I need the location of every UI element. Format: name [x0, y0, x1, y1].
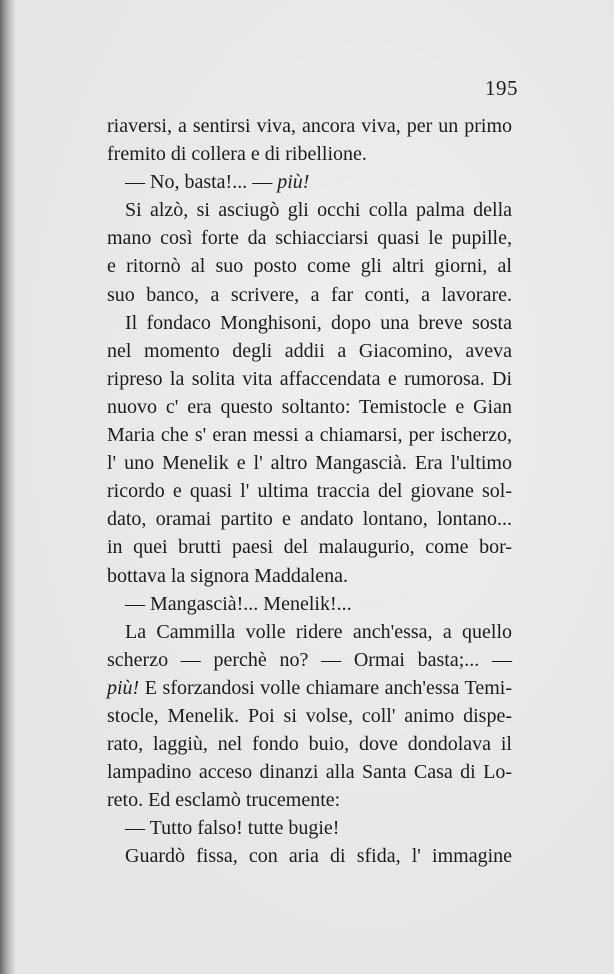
text-line: [107, 814, 512, 842]
text-line: [107, 252, 512, 280]
text-line: [107, 365, 512, 393]
text-line: [107, 281, 512, 309]
text-line: [107, 224, 512, 252]
text-line: [107, 674, 512, 702]
text-line: [107, 337, 512, 365]
text-line: [107, 505, 512, 533]
line-text: mano così forte da schiacciarsi quasi le pupille,: [107, 227, 512, 250]
text-line: [107, 449, 512, 477]
page-number: 195: [485, 76, 518, 100]
line-text: nel momento degli addii a Giacomino, aveva: [107, 339, 512, 362]
line-text: — No, basta!... —: [125, 171, 278, 194]
line-text: bottava la signora Maddalena.: [107, 564, 349, 587]
text-line: [107, 842, 512, 870]
line-text: La Cammilla volle ridere anch'essa, a quello: [125, 620, 512, 643]
italic-text: più!: [277, 171, 310, 194]
text-line: [107, 393, 512, 421]
line-text: Maria che s' eran messi a chiamarsi, per ischerzo,: [107, 424, 512, 447]
line-text: E sforzandosi volle chiamare anch'essa Temi-: [139, 676, 512, 699]
text-line: [107, 196, 512, 224]
text-line: [107, 618, 512, 646]
text-line: [107, 646, 512, 674]
line-text: ripreso la solita vita affaccendata e rumorosa. Di: [107, 367, 512, 390]
line-text: e ritornò al suo posto come gli altri giorni, al: [107, 255, 512, 278]
line-text: ricordo e quasi l' ultima traccia del giovane sol-: [107, 480, 512, 503]
text-line: [107, 168, 512, 196]
line-text: riaversi, a sentirsi viva, ancora viva, per un primo: [107, 115, 512, 137]
text-line: [107, 533, 512, 561]
binding-shadow: [0, 0, 16, 974]
line-text: Guardò fissa, con aria di sfida, l' immagine: [125, 845, 512, 868]
body-text: [107, 112, 512, 871]
line-text: in quei brutti paesi del malaugurio, come bor-: [107, 536, 512, 559]
text-line: [107, 421, 512, 449]
line-text: — Mangascià!... Menelik!...: [125, 592, 352, 615]
text-line: [107, 758, 512, 786]
text-line: [107, 730, 512, 758]
line-text: dato, oramai partito e andato lontano, lontano...: [107, 508, 512, 531]
text-line: [107, 112, 512, 140]
line-text: Il fondaco Monghisoni, dopo una breve sosta: [125, 311, 512, 334]
line-text: — Tutto falso! tutte bugie!: [125, 817, 340, 840]
line-text: scherzo — perchè no? — Ormai basta;... —: [107, 648, 512, 671]
line-text: lampadino acceso dinanzi alla Santa Casa di Lo-: [107, 761, 512, 784]
italic-text: più!: [107, 676, 140, 699]
line-text: reto. Ed esclamò trucemente:: [107, 789, 341, 812]
text-line: [107, 702, 512, 730]
line-text: suo banco, a scrivere, a far conti, a lavorare.: [107, 283, 512, 306]
line-text: Si alzò, si asciugò gli occhi colla palma della: [125, 199, 512, 222]
text-line: [107, 477, 512, 505]
text-line: [107, 309, 512, 337]
text-line: [107, 786, 512, 814]
text-line: [107, 140, 512, 168]
text-line: [107, 562, 512, 590]
line-text: nuovo c' era questo soltanto: Temistocle e Gian: [107, 395, 512, 418]
line-text: stocle, Menelik. Poi si volse, coll' animo dispe-: [107, 704, 512, 727]
line-text: rato, laggiù, nel fondo buio, dove dondolava il: [107, 733, 512, 756]
text-line: [107, 590, 512, 618]
line-text: fremito di collera e di ribellione.: [107, 143, 367, 166]
line-text: l' uno Menelik e l' altro Mangascià. Era l'ultimo: [107, 452, 512, 475]
